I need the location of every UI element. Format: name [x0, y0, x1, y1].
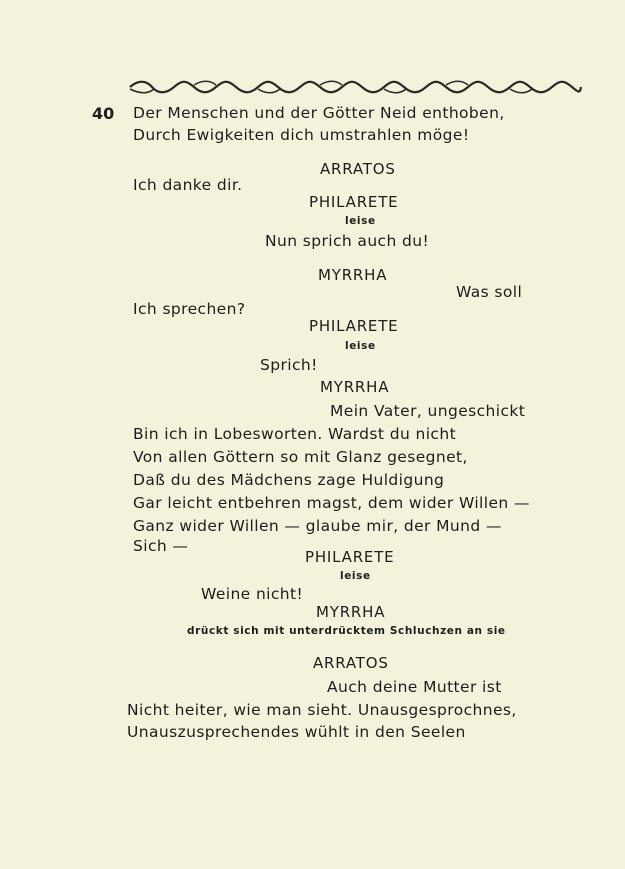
speaker-name: PHILARETE	[309, 193, 399, 211]
verse-line: Nicht heiter, wie man sieht. Unausgesprochnes,	[127, 701, 517, 719]
stage-direction: leise	[340, 570, 371, 582]
verse-line: Weine nicht!	[201, 585, 304, 603]
verse-line: Ich sprechen?	[133, 300, 246, 318]
verse-line: Sich —	[133, 537, 189, 555]
verse-line: Von allen Göttern so mit Glanz gesegnet,	[133, 448, 468, 466]
speaker-name: MYRRHA	[320, 378, 390, 396]
stage-direction: leise	[345, 340, 376, 352]
verse-line: Bin ich in Lobesworten. Wardst du nicht	[133, 425, 457, 443]
verse-line: Der Menschen und der Götter Neid enthoben,	[133, 104, 505, 122]
stage-direction: leise	[345, 215, 376, 227]
verse-line: Gar leicht entbehren magst, dem wider Willen —	[133, 494, 530, 512]
stage-direction: drückt sich mit unterdrücktem Schluchzen an sie	[187, 625, 506, 637]
speaker-name: PHILARETE	[305, 548, 395, 566]
speaker-name: MYRRHA	[316, 603, 386, 621]
line-number: 40	[92, 104, 115, 123]
ornamental-border	[128, 80, 583, 94]
verse-line: Sprich!	[260, 356, 318, 374]
verse-line: Ich danke dir.	[133, 176, 243, 194]
verse-line: Unauszusprechendes wühlt in den Seelen	[127, 723, 466, 741]
verse-line: Ganz wider Willen — glaube mir, der Mund —	[133, 517, 502, 535]
speaker-name: ARRATOS	[320, 160, 396, 178]
verse-line: Durch Ewigkeiten dich umstrahlen möge!	[133, 126, 470, 144]
verse-line: Daß du des Mädchens zage Huldigung	[133, 471, 445, 489]
verse-line: Nun sprich auch du!	[265, 232, 430, 250]
verse-line: Mein Vater, ungeschickt	[330, 402, 526, 420]
speaker-name: MYRRHA	[318, 266, 388, 284]
speaker-name: ARRATOS	[313, 654, 389, 672]
verse-line: Auch deine Mutter ist	[327, 678, 502, 696]
verse-line: Was soll	[456, 283, 523, 301]
speaker-name: PHILARETE	[309, 317, 399, 335]
